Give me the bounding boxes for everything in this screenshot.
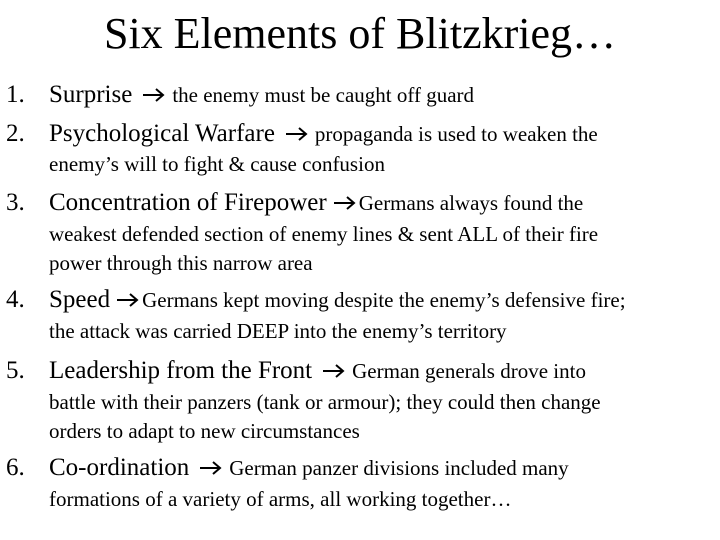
item-number: 2. xyxy=(6,120,25,147)
item-number: 1. xyxy=(6,81,25,108)
item-heading: Speed xyxy=(49,286,111,313)
item-line xyxy=(49,188,583,219)
item-heading: Leadership from the Front xyxy=(49,357,313,384)
slide-title: Six Elements of Blitzkrieg… xyxy=(103,9,617,58)
item-continuation: battle with their panzers (tank or armour); they could then change xyxy=(49,390,601,414)
item-description: Germans kept moving despite the enemy’s defensive fire; xyxy=(142,288,626,312)
item-line xyxy=(49,80,474,111)
right-arrow-icon xyxy=(116,286,140,316)
item-line xyxy=(49,119,598,150)
item-line xyxy=(49,356,586,387)
item-heading: Concentration of Firepower xyxy=(49,189,327,216)
right-arrow-icon xyxy=(322,357,346,387)
right-arrow-icon xyxy=(285,120,309,150)
item-number: 5. xyxy=(6,357,25,384)
item-description: Germans always found the xyxy=(358,191,584,215)
right-arrow-icon xyxy=(199,454,223,484)
item-continuation: the attack was carried DEEP into the enemy’s territory xyxy=(49,319,507,343)
item-continuation: power through this narrow area xyxy=(49,251,313,275)
item-heading: Co-ordination xyxy=(49,454,190,481)
item-continuation: orders to adapt to new circumstances xyxy=(49,419,360,443)
item-line xyxy=(49,453,569,484)
item-line xyxy=(49,285,626,316)
item-continuation: weakest defended section of enemy lines & sent ALL of their fire xyxy=(49,222,599,246)
item-number: 3. xyxy=(6,189,25,216)
item-continuation: enemy’s will to fight & cause confusion xyxy=(49,152,385,176)
item-heading: Psychological Warfare xyxy=(49,120,275,147)
right-arrow-icon xyxy=(142,81,166,111)
item-heading: Surprise xyxy=(49,81,133,108)
item-description: German generals drove into xyxy=(352,359,586,383)
item-number: 6. xyxy=(6,454,25,481)
item-description: the enemy must be caught off guard xyxy=(172,83,475,107)
item-description: propaganda is used to weaken the xyxy=(314,122,598,146)
item-description: German panzer divisions included many xyxy=(229,456,569,480)
item-continuation: formations of a variety of arms, all working together… xyxy=(49,487,512,511)
item-number: 4. xyxy=(6,286,25,313)
right-arrow-icon xyxy=(333,189,357,219)
